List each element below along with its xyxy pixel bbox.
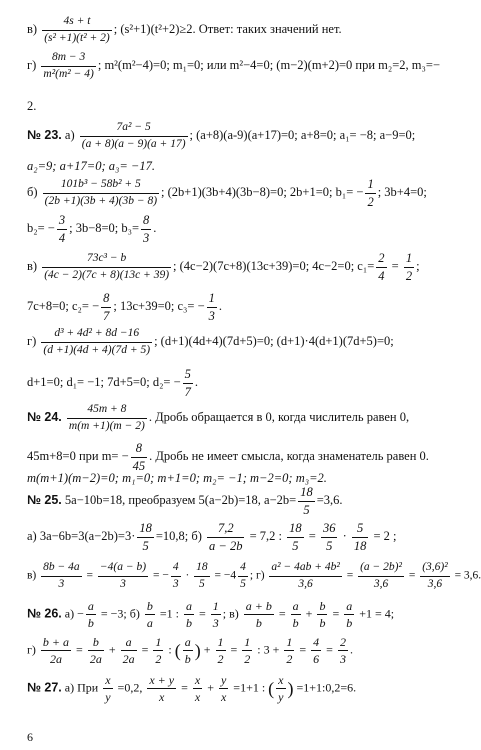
fraction <box>141 214 151 244</box>
expression-text: = <box>275 606 289 621</box>
task-23-a <box>27 122 452 150</box>
fraction <box>67 404 147 432</box>
expression-text: ; (s²+1)(t²+2)≥2. Ответ: таких значений нет. <box>113 21 342 36</box>
fraction <box>338 636 348 665</box>
fraction <box>42 253 171 281</box>
task-24 <box>27 404 452 432</box>
numerator: a <box>184 635 191 649</box>
fraction <box>80 122 188 150</box>
item-label: г) <box>27 57 40 72</box>
fraction <box>284 636 294 665</box>
paren-close: ) <box>287 678 294 699</box>
fraction <box>219 674 228 703</box>
numerator: b <box>88 636 104 651</box>
fraction <box>244 600 274 629</box>
denominator: 2 <box>244 652 251 666</box>
numerator: d³ + 4d² + 8d −16 <box>41 328 152 343</box>
numerator: 1 <box>404 252 414 268</box>
denominator: 3,6 <box>298 577 313 590</box>
fraction <box>147 674 176 703</box>
line-continuation <box>27 292 452 322</box>
fraction <box>352 522 369 552</box>
fraction <box>242 636 252 665</box>
denominator: 3,6 <box>373 577 389 590</box>
expression-text: ; 3b−8=0; b₃= <box>69 220 140 235</box>
numerator: y <box>220 673 227 687</box>
task-25-ab <box>27 522 452 552</box>
denominator: x <box>159 690 165 704</box>
expression-text: b₂= − <box>27 220 55 235</box>
expression-text: = <box>405 569 419 582</box>
expression-text: = 3,6. <box>451 569 481 582</box>
numerator: 8 <box>101 292 111 308</box>
fraction <box>103 674 112 703</box>
task-number: № 27. <box>27 680 62 695</box>
fraction <box>41 636 71 665</box>
task-26-g <box>27 636 452 665</box>
task-number: № 26. <box>27 606 62 621</box>
expression-text: + <box>105 642 119 657</box>
numerator: 18 <box>298 486 315 502</box>
denominator: 3,6 <box>427 577 443 590</box>
expression-text: = <box>83 569 96 582</box>
expression-text: +1 = 4; <box>356 606 395 621</box>
task-number: № 23. <box>27 127 62 142</box>
line-continuation <box>27 160 452 173</box>
task-23-v <box>27 252 452 282</box>
numerator: 1 <box>212 599 219 613</box>
numerator: (a − 2b)² <box>358 562 404 577</box>
expression-text: 5a−10b=18, преобразуем 5(a−2b)=18, a−2b= <box>61 492 297 507</box>
expression-text: = − <box>150 569 169 582</box>
numerator: 45m + 8 <box>67 404 147 419</box>
denominator: 3 <box>120 577 126 590</box>
numerator: 7,2 <box>207 522 244 538</box>
numerator: 1 <box>217 635 224 649</box>
expression-text: . <box>349 642 353 657</box>
denominator: 5 <box>303 502 310 517</box>
denominator: 7 <box>103 308 110 323</box>
line-continuation <box>27 472 452 485</box>
denominator: 4 <box>378 268 385 283</box>
denominator: 4 <box>58 230 66 245</box>
fraction <box>193 674 202 703</box>
denominator: x <box>194 690 201 704</box>
expression-text: = <box>138 642 152 657</box>
denominator: 3 <box>58 577 65 590</box>
fraction <box>88 636 104 665</box>
task-23-b <box>27 178 452 208</box>
expression-text: в) <box>27 569 40 582</box>
expression-text: = −3; б) <box>97 606 143 621</box>
numerator: 36 <box>321 522 338 538</box>
fraction <box>207 522 244 552</box>
denominator: 6 <box>313 652 320 666</box>
task-25 <box>27 486 452 516</box>
denominator: x <box>220 690 227 704</box>
fraction <box>420 562 449 590</box>
expression-text: . <box>153 220 157 235</box>
line-v-task22 <box>27 16 452 44</box>
numerator: a <box>87 599 94 613</box>
denominator: 3 <box>339 652 346 666</box>
denominator: b <box>255 616 262 630</box>
expression-text: ; <box>416 258 420 273</box>
expression-text: . <box>194 374 199 389</box>
fraction <box>57 214 67 244</box>
expression-text: . Дробь обращается в 0, когда числитель равен 0, <box>148 409 410 424</box>
fraction <box>137 522 154 552</box>
fraction <box>317 600 327 629</box>
fraction <box>121 636 137 665</box>
expression-text: . <box>218 298 222 313</box>
fraction <box>42 16 112 44</box>
denominator: b <box>87 616 94 630</box>
denominator: 5 <box>326 538 333 553</box>
fraction <box>183 368 193 398</box>
denominator: 2a <box>49 652 62 666</box>
fraction <box>321 522 338 552</box>
fraction <box>86 600 96 629</box>
task-27 <box>27 674 452 703</box>
fraction <box>153 636 163 665</box>
numerator: 7a² − 5 <box>80 122 188 137</box>
expression-text: ; (4c−2)(7c+8)(13c+39)=0; 4c−2=0; c₁= <box>173 258 375 273</box>
expression-text: · <box>339 528 350 543</box>
expression-text: ; (d+1)(4d+4)(7d+5)=0; (d+1)·4(d+1)(7d+5)=0; <box>154 333 394 348</box>
expression-text: =1 : <box>156 606 182 621</box>
item-label: в) <box>27 21 41 36</box>
expression-text: + <box>302 606 316 621</box>
expression-text: = <box>388 258 402 273</box>
numerator: 3 <box>57 214 67 230</box>
paren-open: ( <box>268 678 275 699</box>
numerator: 4 <box>313 635 320 649</box>
expression-text: =1+1 : <box>230 680 269 695</box>
denominator: 2 <box>405 268 413 283</box>
numerator: 1 <box>365 178 375 194</box>
expression-text: = <box>73 642 86 657</box>
denominator: (s² +1)(t² + 2) <box>44 31 110 44</box>
numerator: b <box>146 599 153 613</box>
expression-text: =0,2, <box>114 680 146 695</box>
item-label: б) <box>27 184 41 199</box>
expression-text: = <box>178 680 191 695</box>
fraction <box>344 600 354 629</box>
expression-text: + <box>204 680 217 695</box>
denominator: 2 <box>217 652 224 666</box>
expression-text: = <box>329 606 343 621</box>
denominator: b <box>319 616 326 630</box>
numerator: 4 <box>171 562 181 577</box>
line-continuation <box>27 442 452 472</box>
denominator: y <box>105 690 111 704</box>
fraction <box>207 292 217 322</box>
numerator: 8m − 3 <box>41 52 95 67</box>
numerator: 1 <box>207 292 217 308</box>
expression-text: = <box>227 642 241 657</box>
numerator: 1 <box>155 635 162 649</box>
denominator: 5 <box>240 577 246 590</box>
fraction <box>98 562 148 590</box>
denominator: 5 <box>292 538 299 553</box>
numerator: 18 <box>137 522 154 538</box>
expression-text: = <box>343 569 357 582</box>
denominator: 7 <box>184 384 191 399</box>
expression-text: ; m²(m²−4)=0; m₁=0; или m²−4=0; (m−2)(m+2)=0 при m₂=2, m₃=− <box>97 57 440 72</box>
fraction <box>41 52 95 80</box>
numerator: a <box>292 599 299 613</box>
denominator: 5 <box>199 577 205 590</box>
fraction <box>311 636 321 665</box>
expression-text: d+1=0; d₁= −1; 7d+5=0; d₂= − <box>27 374 181 389</box>
denominator: b <box>184 652 191 666</box>
expression-text: = <box>305 528 319 543</box>
numerator: x + y <box>149 673 175 687</box>
numerator: a <box>121 636 137 651</box>
expression-text: · <box>182 569 193 582</box>
expression-text: г) <box>27 642 39 657</box>
expression-text: ; г) <box>249 569 268 582</box>
denominator: 2a <box>89 652 102 666</box>
denominator: 2a <box>122 652 135 666</box>
expression-text: + <box>200 642 214 657</box>
fraction <box>41 328 152 356</box>
paren-open: ( <box>174 640 181 661</box>
numerator: a + b <box>245 599 272 613</box>
denominator: (2b +1)(3b + 4)(3b − 8) <box>44 194 158 207</box>
expression-text: m(m+1)(m−2)=0; m₁=0; m+1=0; m₂= −1; m−2=0; m₃=2. <box>27 471 327 485</box>
task-number: № 25. <box>27 492 62 507</box>
fraction <box>41 562 82 590</box>
expression-text: ; в) <box>222 606 242 621</box>
numerator: 5 <box>183 368 193 384</box>
fraction <box>211 600 221 629</box>
denominator: 3 <box>208 308 215 323</box>
expression-text: : <box>165 642 175 657</box>
numerator: 4s + t <box>42 16 112 31</box>
denominator: 2 <box>286 652 293 666</box>
expression-text: а) 3a−6b=3(a−2b)=3· <box>27 528 136 543</box>
expression-text: 2. <box>27 99 37 113</box>
expression-text: ; 3b+4=0; <box>377 184 427 199</box>
numerator: (3,6)² <box>420 562 449 577</box>
denominator: (a + 8)(a − 9)(a + 17) <box>81 137 186 150</box>
fraction <box>365 178 375 208</box>
denominator: 2 <box>367 194 374 209</box>
expression-text: = <box>323 642 336 657</box>
denominator: 2 <box>155 652 162 666</box>
fraction <box>404 252 414 282</box>
numerator: x <box>278 673 284 687</box>
line-continuation <box>27 100 452 113</box>
fraction <box>376 252 386 282</box>
expression-text: = 7,2 : <box>246 528 286 543</box>
numerator: b <box>319 599 326 613</box>
denominator: (4c − 2)(7c + 8)(13c + 39) <box>44 268 170 281</box>
numerator: 8 <box>131 442 148 458</box>
line-g-task22 <box>27 52 452 80</box>
expression-text: a₂=9; a+17=0; a₃= −17. <box>27 159 155 173</box>
numerator: 2 <box>339 635 346 649</box>
denominator: 3 <box>143 230 150 245</box>
denominator: 18 <box>353 538 367 553</box>
denominator: 3 <box>212 616 219 630</box>
expression-text: : 3 + <box>254 642 283 657</box>
fraction <box>238 562 248 590</box>
expression-text: = 2 ; <box>370 528 397 543</box>
numerator: a <box>185 599 192 613</box>
numerator: b + a <box>42 635 70 649</box>
numerator: −4(a − b) <box>98 562 148 577</box>
expression-text: =1+1:0,2=6. <box>293 680 357 695</box>
denominator: a <box>146 616 153 630</box>
numerator: 18 <box>194 562 210 577</box>
numerator: 1 <box>286 635 293 649</box>
fraction <box>131 442 148 472</box>
numerator: 8b − 4a <box>41 562 82 577</box>
expression-text: = <box>296 642 310 657</box>
item-label: г) <box>27 333 40 348</box>
numerator: 4 <box>238 562 248 577</box>
numerator: 5 <box>352 522 369 538</box>
fraction <box>358 562 404 590</box>
denominator: m²(m² − 4) <box>43 67 94 80</box>
numerator: 1 <box>244 635 251 649</box>
spacer <box>62 410 65 424</box>
fraction <box>269 562 341 590</box>
task-26 <box>27 600 452 629</box>
line-continuation <box>27 368 452 398</box>
denominator: b <box>185 616 192 630</box>
denominator: 3 <box>172 577 179 590</box>
expression-text: ; (2b+1)(3b+4)(3b−8)=0; 2b+1=0; b₁= − <box>161 184 364 199</box>
fraction <box>298 486 315 516</box>
numerator: a <box>346 599 353 613</box>
numerator: x <box>194 673 201 687</box>
expression-text: =10,8; б) <box>155 528 206 543</box>
numerator: 101b³ − 58b² + 5 <box>43 179 159 194</box>
expression-text: а) При <box>61 680 102 695</box>
fraction <box>291 600 301 629</box>
task-23-g <box>27 328 452 356</box>
denominator: 45 <box>132 458 146 473</box>
task-number: № 24. <box>27 409 62 424</box>
fraction <box>287 522 304 552</box>
denominator: (d +1)(4d + 4)(7d + 5) <box>43 343 151 356</box>
denominator: m(m +1)(m − 2) <box>68 419 145 432</box>
expression-text: ; (a+8)(a-9)(a+17)=0; a+8=0; a₁= −8; a−9=0; <box>189 127 416 142</box>
numerator: x <box>105 673 111 687</box>
denominator: 5 <box>142 538 149 553</box>
item-label: в) <box>27 258 41 273</box>
numerator: a² − 4ab + 4b² <box>269 562 341 577</box>
fraction <box>183 636 193 665</box>
fraction <box>276 674 285 703</box>
expression-text: ; 13c+39=0; c₃= − <box>113 298 205 313</box>
fraction <box>171 562 181 590</box>
fraction <box>43 179 159 207</box>
fraction <box>194 562 210 590</box>
fraction <box>101 292 111 322</box>
item-label: а) <box>61 127 78 142</box>
task-25-vg <box>27 561 481 590</box>
fraction <box>145 600 155 629</box>
expression-text: . Дробь не имеет смысла, когда знаменатель равен 0. <box>149 448 429 463</box>
page-number: 6 <box>27 730 33 744</box>
denominator: b <box>346 616 353 630</box>
fraction <box>216 636 226 665</box>
expression-text: =3,6. <box>316 492 343 507</box>
expression-text: 7c+8=0; c₂= − <box>27 298 100 313</box>
expression-text: 45m+8=0 при m= − <box>27 448 129 463</box>
denominator: b <box>292 616 299 630</box>
numerator: 2 <box>376 252 386 268</box>
expression-text: = <box>195 606 209 621</box>
numerator: 73c³ − b <box>42 253 171 268</box>
paren-close: ) <box>194 640 201 661</box>
expression-text: а) − <box>61 606 84 621</box>
denominator: y <box>278 690 284 704</box>
fraction <box>184 600 194 629</box>
denominator: a − 2b <box>209 538 243 553</box>
numerator: 18 <box>287 522 304 538</box>
expression-text: = −4 <box>211 569 237 582</box>
numerator: 8 <box>141 214 151 230</box>
line-continuation <box>27 214 452 244</box>
